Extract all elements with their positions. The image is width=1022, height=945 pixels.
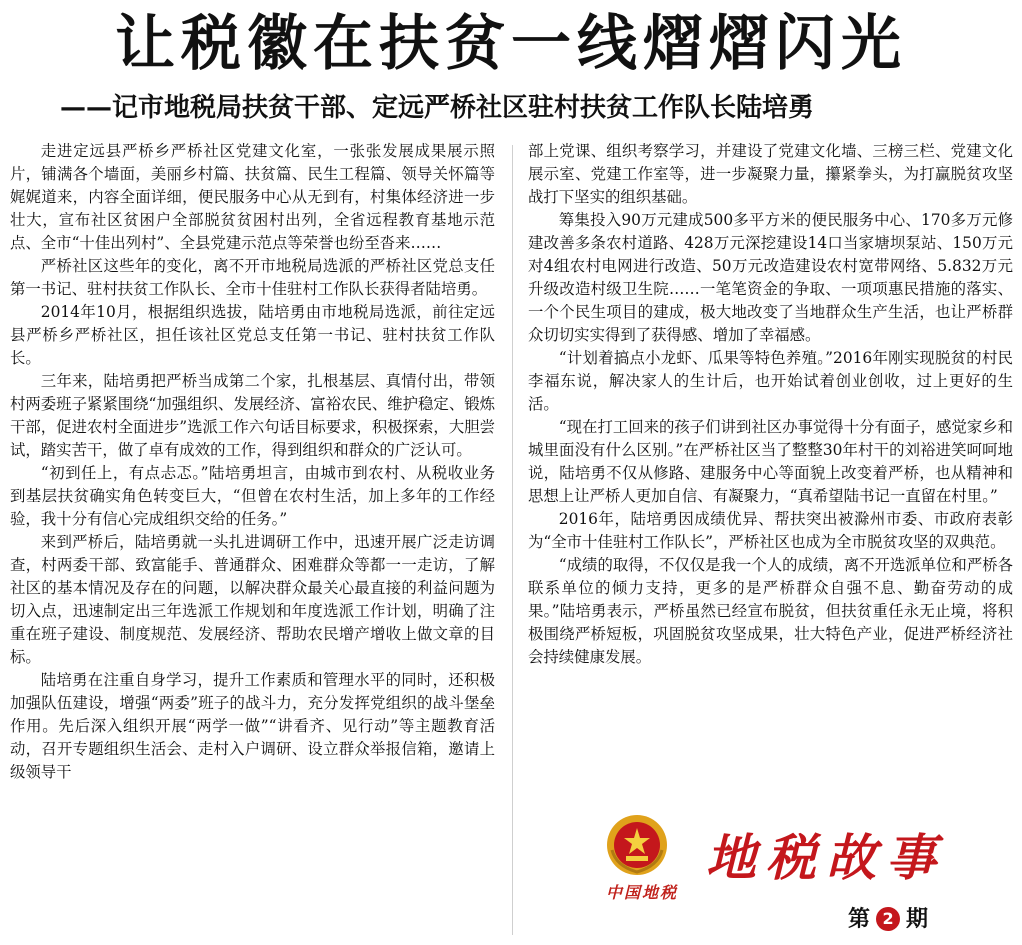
right-column — [528, 140, 1013, 666]
article-subtitle: ——记市地税局扶贫干部、定远严桥社区驻村扶贫工作队长陆培勇 — [60, 93, 815, 123]
paragraph-continuation: 部上党课、组织考察学习，并建设了党建文化墙、三榜三栏、党建文化展示室、党建工作室等，进一步凝聚力量，攥紧拳头，为打赢脱贫攻坚战打下坚实的组织基础。 — [528, 142, 1013, 206]
paragraph: 2014年10月，根据组织选拔，陆培勇由市地税局选派，前往定远县严桥乡严桥社区，担任该社区党总支任第一书记、驻村扶贫工作队长。 — [10, 303, 495, 367]
left-column — [10, 140, 495, 940]
paragraph: 三年来，陆培勇把严桥当成第二个家，扎根基层、真情付出，带领村两委班子紧紧围绕“加强组织、发展经济、富裕农民、维护稳定、锻炼干部，促进农村全面进步”选派工作六句话目标要求，积极探索，大胆尝试，踏实苦干，做了卓有成效的工作，得到组织和群众的广泛认可。 — [10, 372, 495, 459]
paragraph: 严桥社区这些年的变化，离不开市地税局选派的严桥社区党总支任第一书记、驻村扶贫工作队长、全市十佳驻村工作队长获得者陆培勇。 — [10, 257, 495, 298]
issue-suffix: 期 — [906, 907, 929, 932]
tax-emblem-icon — [604, 812, 670, 878]
paragraph: 陆培勇在注重自身学习，提升工作素质和管理水平的同时，还积极加强队伍建设，增强“两委”班子的战斗力，充分发挥党组织的战斗堡垒作用。先后深入组织开展“两学一做”“讲看齐、见行动”等主题教育活动，召开专题组织生活会、走村入户调研、设立群众举报信箱，邀请上级领导干 — [10, 671, 495, 781]
paragraph: 来到严桥后，陆培勇就一头扎进调研工作中，迅速开展广泛走访调查，村两委干部、致富能手、普通群众、困难群众等都一一走访，了解社区的基本情况及存在的问题，以解决群众最关心最直接的利益问题为切入点，迅速制定出三年选派工作规划和年度选派工作计划，明确了注重在班子建设、制度规范、发展经济、帮助农民增产增收上做文章的目标。 — [10, 533, 495, 666]
paragraph: “初到任上，有点忐忑。”陆培勇坦言，由城市到农村、从税收业务到基层扶贫确实角色转变巨大，“但曾在农村生活，加上多年的工作经验，我十分有信心完成组织交给的任务。” — [10, 464, 495, 528]
issue-number — [848, 902, 928, 933]
paragraph: 2016年，陆培勇因成绩优异、帮扶突出被滁州市委、市政府表彰为“全市十佳驻村工作队长”，严桥社区也成为全市脱贫攻坚的双典范。 — [528, 510, 1013, 551]
paragraph: “现在打工回来的孩子们讲到社区办事觉得十分有面子，感觉家乡和城里面没有什么区别。”在严桥社区当了整整30年村干的刘裕进笑呵呵地说，陆培勇不仅从修路、建服务中心等面貌上改变着严桥，也从精神和思想上让严桥人更加自信、有凝聚力，“真希望陆书记一直留在村里。” — [528, 418, 1013, 505]
paragraph: “计划着搞点小龙虾、瓜果等特色养殖。”2016年刚实现脱贫的村民李福东说，解决家人的生计后，也开始试着创业创收，过上更好的生活。 — [528, 349, 1013, 413]
paragraph: 走进定远县严桥乡严桥社区党建文化室，一张张发展成果展示照片，铺满各个墙面，美丽乡村篇、扶贫篇、民生工程篇、领导关怀篇等娓娓道来，内容全面详细，便民服务中心从无到有，村集体经济进一步壮大，宣布社区贫困户全部脱贫贫困村出列，全省远程教育基地示范点、全市“十佳出列村”、全县党建示范点等荣誉也纷至沓来…… — [10, 142, 495, 252]
paragraph: “成绩的取得，不仅仅是我一个人的成绩，离不开选派单位和严桥各联系单位的倾力支持，更多的是严桥群众自强不息、勤奋劳动的成果。”陆培勇表示，严桥虽然已经宣布脱贫，但扶贫重任永无止境，将积极围绕严桥短板，巩固脱贫攻坚成果，壮大特色产业，促进严桥经济社会持续健康发展。 — [528, 556, 1013, 666]
article-title: 让税徽在扶贫一线熠熠闪光 — [115, 9, 907, 79]
issue-badge: 2 — [876, 907, 900, 931]
column-divider — [512, 145, 513, 935]
issue-prefix: 第 — [848, 907, 871, 932]
emblem-caption: 中国地税 — [606, 883, 679, 902]
paragraph: 筹集投入90万元建成500多平方米的便民服务中心、170多万元修建改善多条农村道路、428万元深挖建设14口当家塘坝泵站、150万元对4组农村电网进行改造、50万元改造建设农村宽带网络、5.832万元升级改造村级卫生院……一笔笔资金的争取、一项项惠民措施的落实、一个个民生项目的建成，极大地改变了当地群众生产生活，也让严桥群众切切实实得到了获得感、增加了幸福感。 — [528, 211, 1013, 344]
column-name: 地税故事 — [706, 828, 946, 887]
